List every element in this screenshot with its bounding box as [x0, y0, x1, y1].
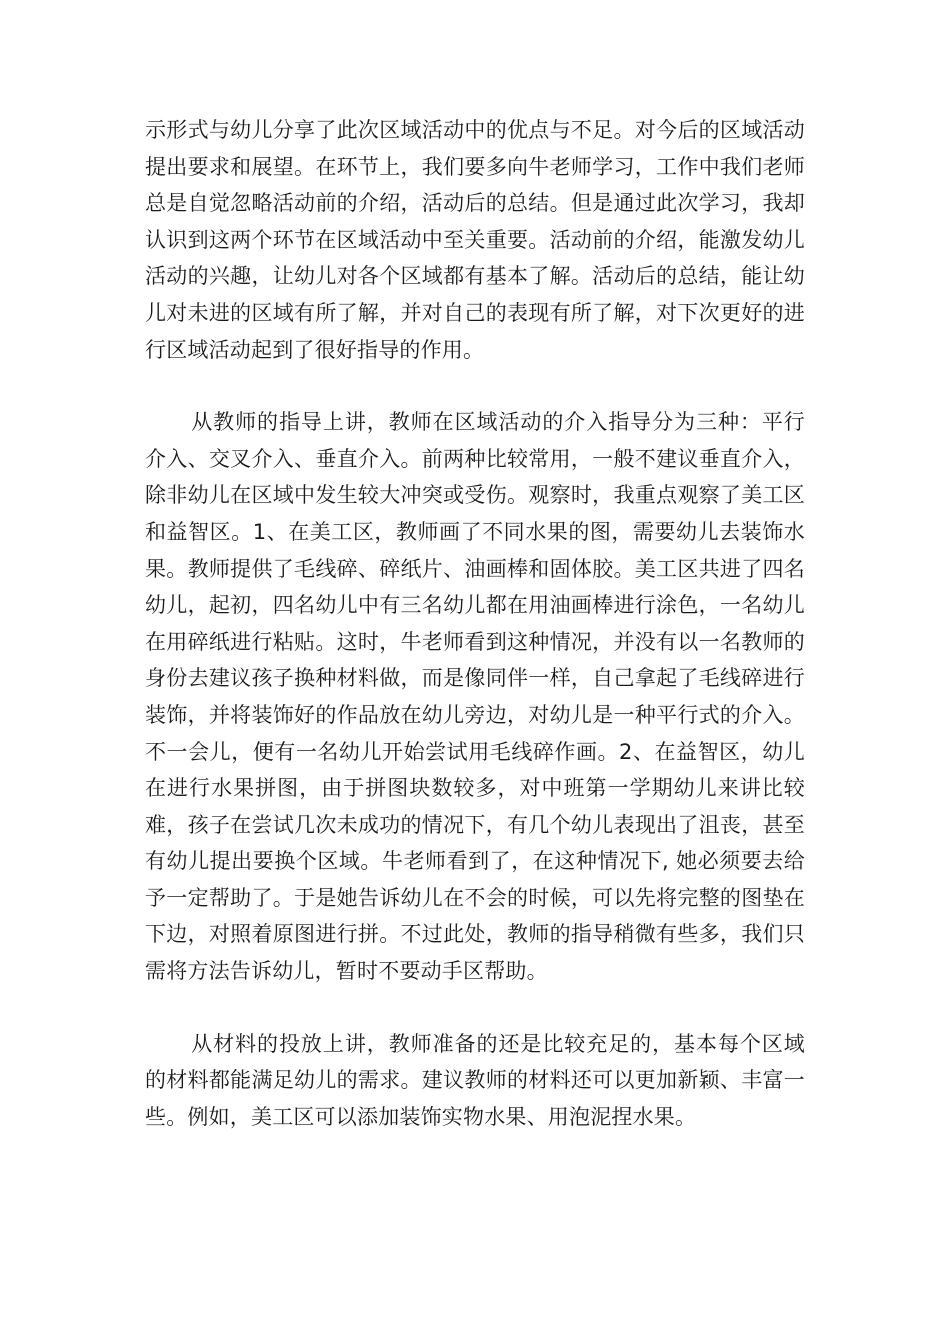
document-body [145, 112, 805, 1135]
paragraph-2: 从教师的指导上讲，教师在区域活动的介入指导分为三种：平行介入、交叉介入、垂直介入。前两种比较常用，一般不建议垂直介入，除非幼儿在区域中发生较大冲突或受伤。观察时，我重点观察了美工区和益智区。1、在美工区，教师画了不同水果的图，需要幼儿去装饰水果。教师提供了毛线碎、碎纸片、油画棒和固体胶。美工区共进了四名幼儿，起初，四名幼儿中有三名幼儿都在用油画棒进行涂色，一名幼儿在用碎纸进行粘贴。这时，牛老师看到这种情况，并没有以一名教师的身份去建议孩子换种材料做，而是像同伴一样，自己拿起了毛线碎进行装饰，并将装饰好的作品放在幼儿旁边，对幼儿是一种平行式的介入。不一会儿，便有一名幼儿开始尝试用毛线碎作画。2、在益智区，幼儿在进行水果拼图，由于拼图块数较多，对中班第一学期幼儿来讲比较难，孩子在尝试几次未成功的情况下，有几个幼儿表现出了沮丧，甚至有幼儿提出要换个区域。牛老师看到了，在这种情况下, 她必须要去给予一定帮助了。于是她告诉幼儿在不会的时候，可以先将完整的图垫在下边，对照着原图进行拼。不过此处，教师的指导稍微有些多，我们只需将方法告诉幼儿，暂时不要动手区帮助。 [145, 410, 805, 984]
paragraph-gap [145, 368, 805, 404]
paragraph-1: 示形式与幼儿分享了此次区域活动中的优点与不足。对今后的区域活动提出要求和展望。在环节上，我们要多向牛老师学习，工作中我们老师总是自觉忽略活动前的介绍，活动后的总结。但是通过此次学习，我却认识到这两个环节在区域活动中至关重要。活动前的介绍，能激发幼儿活动的兴趣，让幼儿对各个区域都有基本了解。活动后的总结，能让幼儿对未进的区域有所了解，并对自己的表现有所了解，对下次更好的进行区域活动起到了很好指导的作用。 [145, 118, 805, 362]
paragraph-3: 从材料的投放上讲，教师准备的还是比较充足的，基本每个区域的材料都能满足幼儿的需求。建议教师的材料还可以更加新颖、丰富一些。例如，美工区可以添加装饰实物水果、用泡泥捏水果。 [145, 1031, 805, 1129]
paragraph-gap [145, 990, 805, 1026]
